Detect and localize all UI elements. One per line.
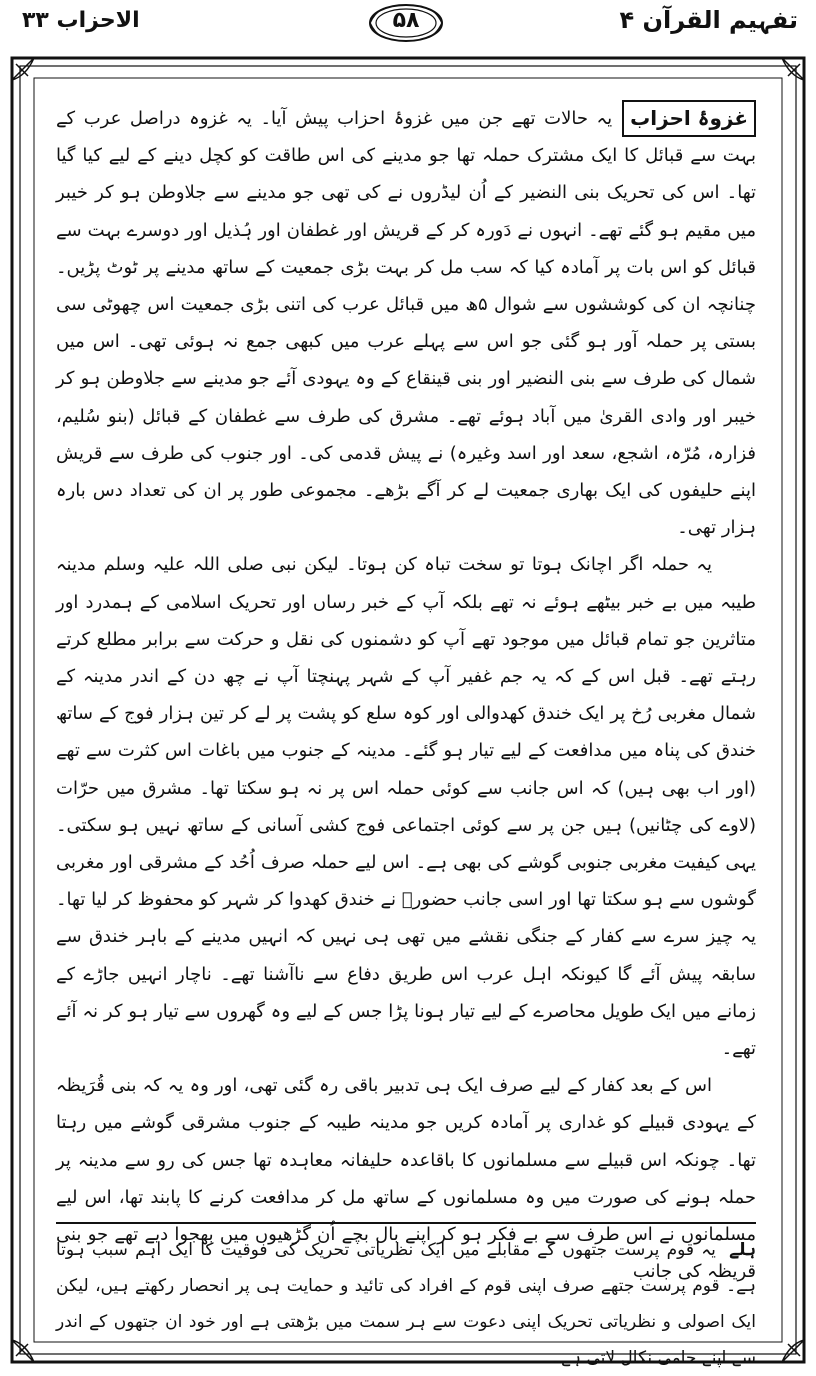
main-text [56, 100, 756, 1291]
paragraph: یہ حملہ اگر اچانک ہوتا تو سخت تباہ کن ہوتا۔ لیکن نبی صلی اللہ علیہ وسلم مدینہ طیبہ میں بے خبر بیٹھے ہوئے نہ تھے بلکہ آپ کے خبر رساں اور تحریک اسلامی کے ہمدرد اور متاثرین جو تمام قبائل میں موجود تھے آپ کو دشمنوں کی نقل و حرکت سے برابر مطلع کرتے رہتے تھے۔ قبل اس کے کہ یہ جم غفیر آپ کے شہر پہنچتا آپ نے چھ دن کے اندر مدینہ کے شمال مغربی رُخ پر ایک خندق کھدوالی اور کوہ سلع کو پشت پر لے کر تین ہزار فوج کے ساتھ خندق کی پناہ میں مدافعت کے لیے تیار ہو گئے۔ مدینہ کے جنوب میں باغات اس کثرت سے تھے (اور اب بھی ہیں) کہ اس جانب سے کوئی حملہ اس پر نہ ہو سکتا تھا۔ مشرق میں حرّات (لاوے کی چٹانیں) ہیں جن پر سے کوئی اجتماعی فوج کشی آسانی کے ساتھ نہیں ہو سکتی۔ یہی کیفیت مغربی جنوبی گوشے کی بھی ہے۔ اس لیے حملہ صرف اُحُد کے مشرقی اور مغربی گوشوں سے ہو سکتا تھا اور اسی جانب حضورؐ نے خندق کھدوا کر شہر کو محفوظ کر لیا تھا۔ یہ چیز سرے سے کفار کے جنگی نقشے میں تھی ہی نہیں کہ انہیں مدینے کے باہر خندق سے سابقہ پیش آئے گا کیونکہ اہل عرب اس طریق دفاع سے ناآشنا تھے۔ ناچار انہیں جاڑے کے زمانے میں ایک طویل محاصرے کے لیے تیار ہونا پڑا جس کے لیے وہ گھروں سے تیار ہو کر نہ آئے تھے۔ [56, 554, 756, 1060]
paragraph: اس کے بعد کفار کے لیے صرف ایک ہی تدبیر باقی رہ گئی تھی، اور وہ یہ کہ بنی قُرَیظہ کے یہودی قبیلے کو غداری پر آمادہ کریں جو مدینہ طیبہ کے جنوب مشرقی گوشے میں رہتا تھا۔ چونکہ اس قبیلے سے مسلمانوں کا باقاعدہ حلیفانہ معاہدہ تھا جس کی رو سے مدینہ پر حملہ ہونے کی صورت میں وہ مسلمانوں کے ساتھ مل کر مدافعت کرنے کا پابند تھا، اس لیے مسلمانوں نے اس طرف سے بے فکر ہو کر اپنے بال بچے اُن گڑھیوں میں بھجوا دیے تھے جو بنی قریظہ کی جانب [56, 1075, 756, 1283]
page-number: ۵۸ [392, 8, 420, 33]
surah-title: الاحزاب ۳۳ [22, 8, 140, 33]
footnote-text: یہ قوم پرست جتھوں کے مقابلے میں ایک نظریاتی تحریک کی فوقیت کا ایک اہم سبب ہوتا ہے۔ قوم پرست جتھے صرف اپنی قوم کے افراد کی تائید و حمایت ہی پر انحصار رکھتے ہیں، لیکن ایک اصولی و نظریاتی تحریک اپنی دعوت سے ہر سمت میں بڑھتی ہے اور خود ان جتھوں کے اندر سے اپنے حامی نکال لاتی ہے۔ [56, 1240, 756, 1368]
book-title: تفہیم القرآن ۴ [619, 6, 798, 34]
paragraph [56, 100, 756, 546]
footnote [56, 1232, 756, 1376]
footnote-divider [56, 1222, 756, 1224]
footnote-paragraph [56, 1232, 756, 1376]
paragraph-text: یہ حالات تھے جن میں غزوۂ احزاب پیش آیا۔ یہ غزوہ دراصل عرب کے بہت سے قبائل کا ایک مشترک حملہ تھا جو مدینے کی اس طاقت کو کچل دینے کے لیے کیا گیا تھا۔ اس کی تحریک بنی النضیر کے اُن لیڈروں نے کی تھی جو مدینے سے جلاوطن ہو کر خیبر میں مقیم ہو گئے تھے۔ انہوں نے دَورہ کر کے قریش اور غطفان اور ہُذیل اور دوسرے بہت سے قبائل کو اس بات پر آمادہ کیا کہ سب مل کر بہت بڑی جمعیت کے ساتھ مدینے پر ٹوٹ پڑیں۔ چنانچہ ان کی کوششوں سے شوال ۵ھ میں قبائل عرب کی اتنی بڑی جمعیت اس چھوٹی سی بستی پر حملہ آور ہو گئی جو اس سے پہلے عرب میں کبھی جمع نہ ہوئی تھی۔ اس میں شمال کی طرف سے بنی النضیر اور بنی قینقاع کے وہ یہودی آئے جو مدینے سے جلاوطن ہو کر خیبر اور وادی القریٰ میں آباد ہوئے تھے۔ مشرق کی طرف سے غطفان کے قبائل (بنو سُلیم، فزارہ، مُرّہ، اشجع، سعد اور اسد وغیرہ) نے پیش قدمی کی۔ اور جنوب کی طرف سے قریش اپنے حلیفوں کی ایک بھاری جمعیت لے کر آگے بڑھے۔ مجموعی طور پر ان کی تعداد دس بارہ ہزار تھی۔ [56, 108, 756, 539]
section-heading: غزوۂ احزاب [622, 100, 756, 137]
footnote-marker: ہلے [729, 1240, 756, 1260]
